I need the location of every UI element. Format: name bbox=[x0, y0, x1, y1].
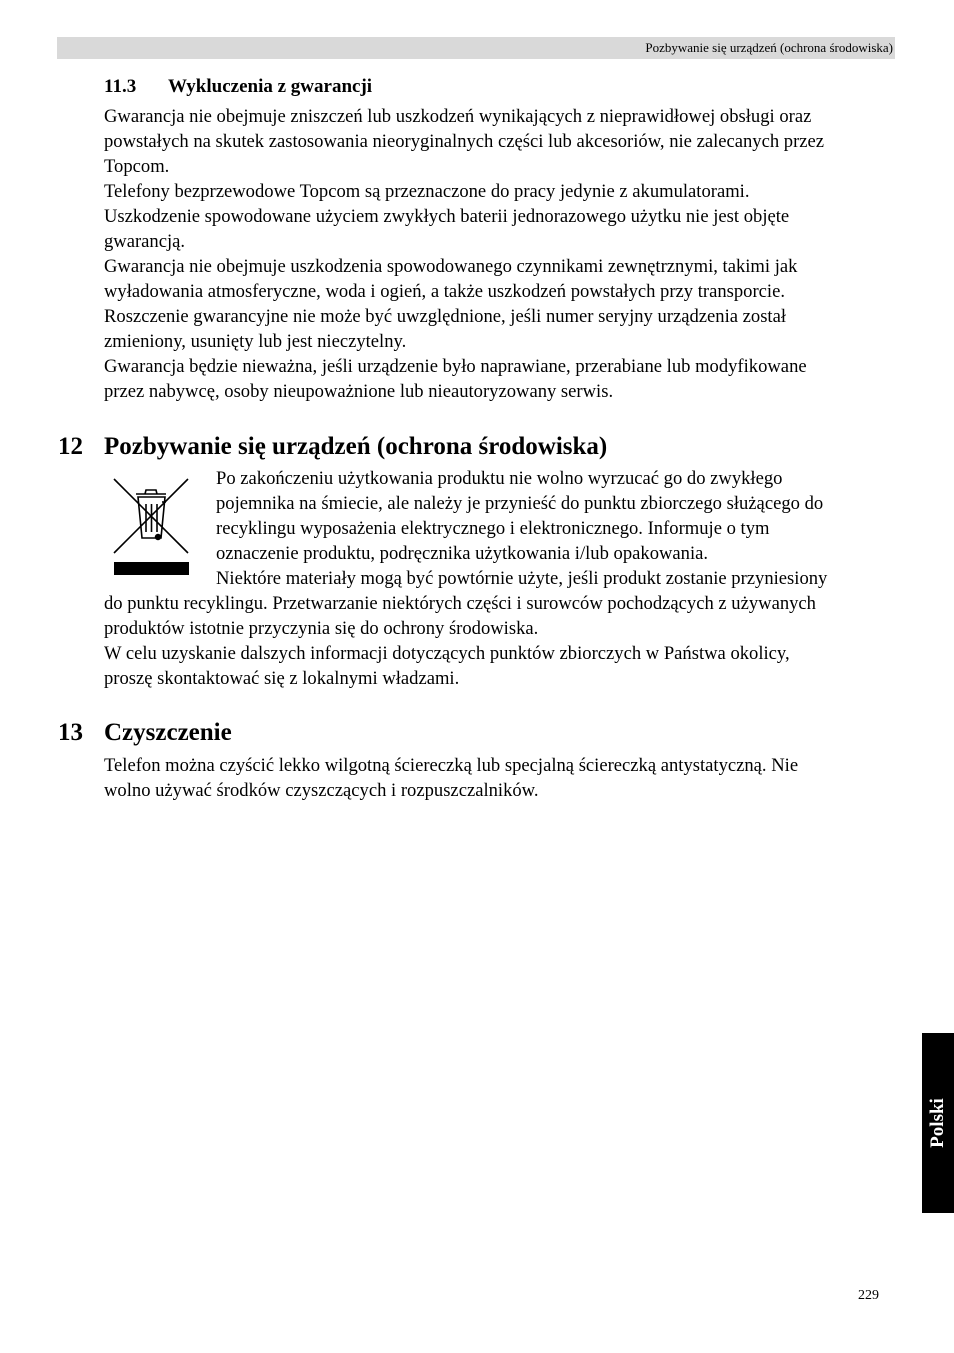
section-11-3-body bbox=[104, 104, 904, 404]
text-line: produktów istotnie przyczynia się do ochrony środowiska. bbox=[104, 618, 539, 639]
text-line: Topcom. bbox=[104, 156, 170, 177]
text-line: zmieniony, usunięty lub jest nieczytelny. bbox=[104, 331, 407, 352]
text-line: Po zakończeniu użytkowania produktu nie wolno wyrzucać go do zwykłego bbox=[216, 468, 783, 489]
text-line: Niektóre materiały mogą być powtórnie użyte, jeśli produkt zostanie przyniesiony bbox=[216, 568, 828, 589]
section-12-number: 12 bbox=[58, 433, 83, 460]
text-line: gwarancją. bbox=[104, 231, 186, 252]
text-line: oznaczenie produktu, podręcznika użytkowania i/lub opakowania. bbox=[216, 543, 709, 564]
text-line: wolno używać środków czyszczących i rozpuszczalników. bbox=[104, 780, 539, 801]
language-tab-label: Polski bbox=[927, 1098, 948, 1148]
section-12-heading bbox=[58, 432, 607, 462]
section-13-heading bbox=[58, 718, 232, 748]
text-line: Telefon można czyścić lekko wilgotną ściereczką lub specjalną ściereczką antystatyczną. Nie bbox=[104, 755, 799, 776]
text-line: Telefony bezprzewodowe Topcom są przeznaczone do pracy jedynie z akumulatorami. bbox=[104, 181, 750, 202]
section-12-body-beside-icon bbox=[216, 466, 906, 591]
language-tab bbox=[922, 1033, 954, 1213]
text-line: recyklingu wyposażenia elektrycznego i elektronicznego. Informuje o tym bbox=[216, 518, 770, 539]
text-line: Uszkodzenie spowodowane użyciem zwykłych baterii jednorazowego użytku nie jest objęte bbox=[104, 206, 790, 227]
text-line: Roszczenie gwarancyjne nie może być uwzględnione, jeśli numer seryjny urządzenia został bbox=[104, 306, 787, 327]
text-line: pojemnika na śmiecie, ale należy je przynieść do punktu zbiorczego służącego do bbox=[216, 493, 824, 514]
text-line: przez nabywcę, osoby nieupoważnione lub nieautoryzowany serwis. bbox=[104, 381, 614, 402]
crossed-out-wheelie-bin-icon bbox=[110, 476, 192, 576]
running-header-title: Pozbywanie się urządzeń (ochrona środowiska) bbox=[645, 40, 893, 55]
section-11-3-title: Wykluczenia z gwarancji bbox=[168, 76, 373, 97]
text-line: Gwarancja nie obejmuje uszkodzenia spowodowanego czynnikami zewnętrznymi, takimi jak bbox=[104, 256, 798, 277]
text-line: Gwarancja będzie nieważna, jeśli urządzenie było naprawiane, przerabiane lub modyfikowane bbox=[104, 356, 807, 377]
text-line: wyładowania atmosferyczne, woda i ogień, a także uszkodzeń powstałych przy transporcie. bbox=[104, 281, 785, 302]
section-13-number: 13 bbox=[58, 719, 83, 746]
text-line: W celu uzyskanie dalszych informacji dotyczących punktów zbiorczych w Państwa okolicy, bbox=[104, 643, 790, 664]
running-header-bar bbox=[57, 37, 895, 59]
text-line: proszę skontaktować się z lokalnymi władzami. bbox=[104, 668, 460, 689]
text-line: do punktu recyklingu. Przetwarzanie niektórych części i surowców pochodzących z używanych bbox=[104, 593, 816, 614]
text-line: powstałych na skutek zastosowania nieoryginalnych części lub akcesoriów, nie zalecanych przez bbox=[104, 131, 825, 152]
section-12-title: Pozbywanie się urządzeń (ochrona środowiska) bbox=[104, 433, 608, 460]
section-11-3-heading bbox=[104, 75, 372, 99]
section-13-title: Czyszczenie bbox=[104, 719, 232, 746]
section-12-body bbox=[104, 591, 904, 691]
text-line: Gwarancja nie obejmuje zniszczeń lub uszkodzeń wynikających z nieprawidłowej obsługi oraz bbox=[104, 106, 812, 127]
section-13-body bbox=[104, 753, 904, 803]
section-11-3-number: 11.3 bbox=[104, 76, 137, 97]
page-number: 229 bbox=[858, 1288, 879, 1303]
